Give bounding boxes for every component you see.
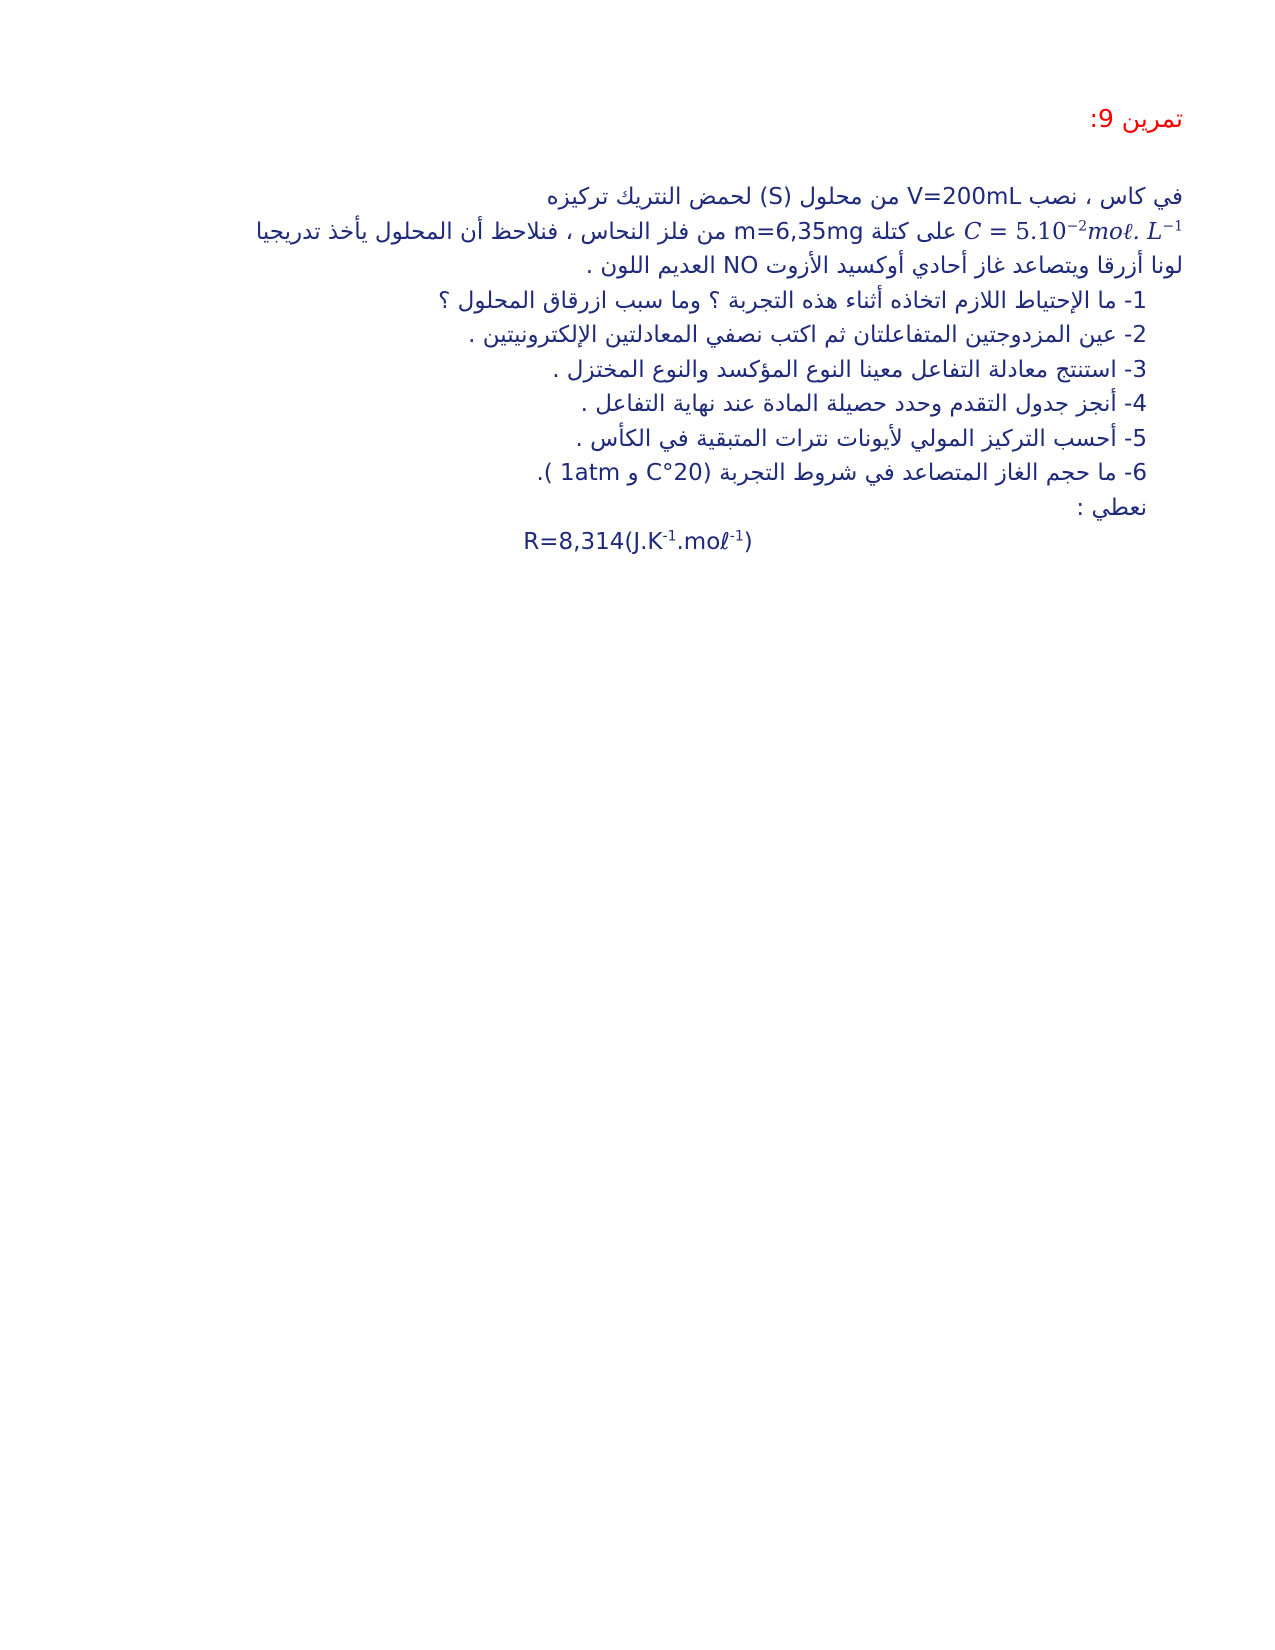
formula-value: = 5.10 bbox=[981, 218, 1067, 245]
question-1: 1- ما الإحتياط اللازم اتخاذه أثناء هذه التجربة ؟ وما سبب ازرقاق المحلول ؟ bbox=[438, 287, 1147, 314]
gas-constant-exponent: -1 bbox=[662, 528, 677, 545]
question-4: 4- أنجز جدول التقدم وحدد حصيلة المادة عند نهاية التفاعل . bbox=[580, 391, 1147, 417]
question-6: 6- ما حجم الغاز المتصاعد في شروط التجربة (20°C و 1atm ). bbox=[536, 460, 1147, 486]
question-5: 5- أحسب التركيز المولي لأيونات نترات المتبقية في الكأس . bbox=[575, 425, 1147, 452]
statement-line-3: لونا أزرقا ويتصاعد غاز أحادي أوكسيد الأزوت NO العديم اللون . bbox=[585, 253, 1183, 279]
given-label: نعطي : bbox=[1076, 494, 1147, 521]
gas-constant-exponent: -1 bbox=[729, 528, 744, 545]
statement-text: من فلز النحاس ، فنلاحظ أن المحلول يأخذ تدريجيا bbox=[255, 218, 734, 245]
mass-value: m=6,35mg bbox=[733, 218, 864, 245]
statement-text: على كتلة bbox=[863, 218, 964, 245]
gas-constant-text bbox=[523, 529, 752, 555]
gas-constant-part: ) bbox=[743, 529, 753, 555]
gas-constant-part: .moℓ bbox=[676, 529, 730, 555]
exercise-body bbox=[63, 180, 1183, 560]
question-2: 2- عين المزدوجتين المتفاعلتان ثم اكتب نصفي المعادلتين الإلكترونيتين . bbox=[468, 322, 1147, 348]
formula-symbol: C bbox=[963, 218, 982, 245]
formula-unit: moℓ. L bbox=[1087, 218, 1163, 245]
statement-line-1 bbox=[63, 180, 1183, 215]
concentration-formula bbox=[964, 219, 1183, 245]
volume-value: V=200mL bbox=[907, 184, 1022, 210]
gas-constant-part: R=8,314(J.K bbox=[523, 529, 663, 555]
question-3: 3- استنتج معادلة التفاعل معينا النوع المؤكسد والنوع المختزل . bbox=[552, 356, 1147, 383]
statement-text: من محلول (S) لحمض النتريك تركيزه bbox=[546, 184, 908, 210]
formula-exponent: −2 bbox=[1066, 217, 1088, 234]
statement-text: في كاس ، نصب bbox=[1021, 184, 1183, 210]
statement-line-2 bbox=[63, 215, 1183, 250]
gas-constant bbox=[63, 525, 1183, 560]
formula-exponent: −1 bbox=[1162, 217, 1183, 234]
exercise-title: تمرين 9: bbox=[1089, 104, 1183, 133]
